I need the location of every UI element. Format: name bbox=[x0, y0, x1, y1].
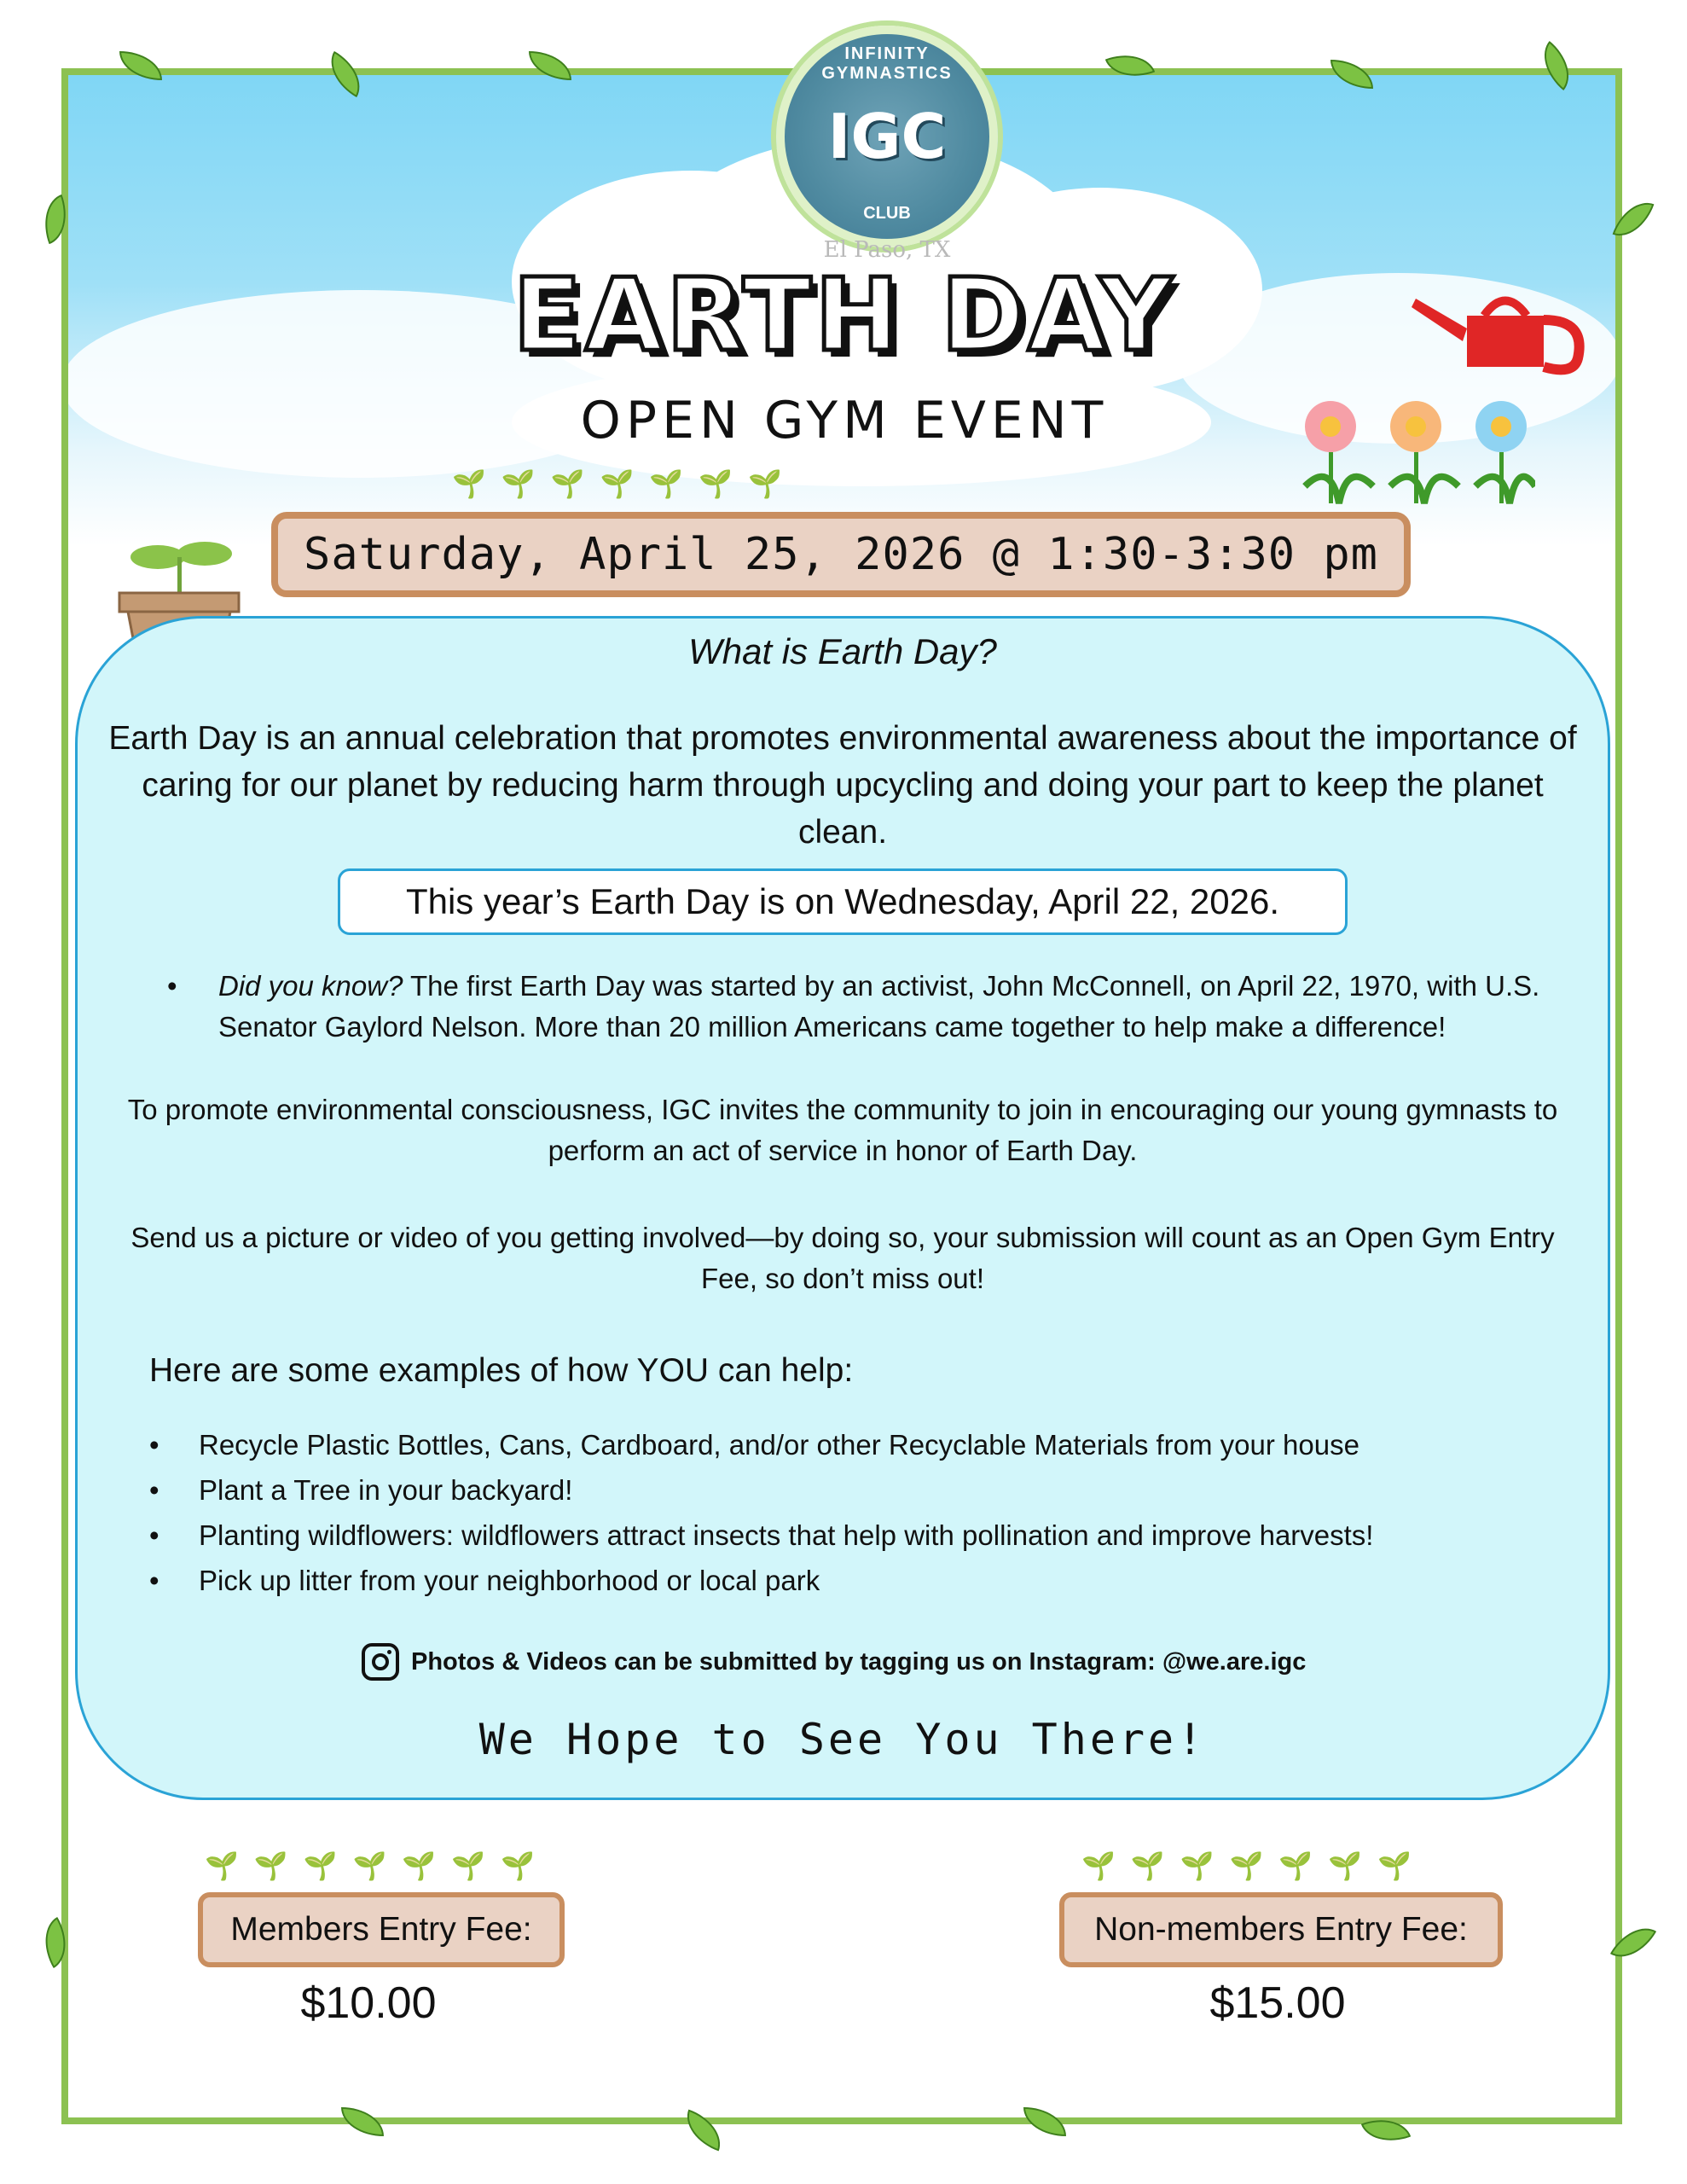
logo-ring-top: INFINITY GYMNASTICS bbox=[821, 44, 953, 83]
members-fee-price: $10.00 bbox=[300, 1978, 437, 2028]
sprout-row-icon: 🌱🌱🌱🌱🌱🌱🌱 bbox=[205, 1850, 550, 1881]
logo-initials: IGC bbox=[827, 101, 947, 172]
non-members-fee-price: $15.00 bbox=[1209, 1978, 1346, 2028]
instagram-line bbox=[362, 1640, 1385, 1684]
examples-list bbox=[149, 1422, 1599, 1603]
non-members-fee-label: Non-members Entry Fee: bbox=[1059, 1892, 1503, 1967]
examples-title: Here are some examples of how YOU can help: bbox=[149, 1352, 854, 1389]
section-title: What is Earth Day? bbox=[688, 631, 997, 671]
submission-paragraph: Send us a picture or video of you getting involved—by doing so, your submission will count as an Open Gym Entry Fee, so don’t miss out! bbox=[130, 1222, 1555, 1294]
example-item: • Plant a Tree in your backyard! bbox=[149, 1467, 1599, 1513]
igc-logo bbox=[776, 26, 998, 247]
page-subtitle: OPEN GYM EVENT bbox=[580, 391, 1109, 450]
closing-message: We Hope to See You There! bbox=[478, 1715, 1207, 1764]
instagram-icon bbox=[362, 1643, 399, 1681]
instagram-text: Photos & Videos can be submitted by tagging us on Instagram: @we.are.igc bbox=[411, 1647, 1307, 1676]
sprout-row-icon: 🌱🌱🌱🌱🌱🌱🌱 bbox=[1081, 1850, 1427, 1881]
page-title: EARTH DAY bbox=[513, 256, 1176, 374]
did-you-know-item bbox=[167, 966, 1617, 1048]
intro-paragraph: Earth Day is an annual celebration that promotes environmental awareness about the importance of caring for our planet by reducing harm through upcycling and doing your part to keep the planet clean. bbox=[108, 720, 1577, 851]
flowers-icon bbox=[1296, 392, 1535, 520]
example-item: • Planting wildflowers: wildflowers attract insects that help with pollination and improve harvests! bbox=[149, 1513, 1599, 1558]
did-you-know-label: Did you know? bbox=[218, 970, 403, 1002]
earth-day-date-highlight: This year’s Earth Day is on Wednesday, April 22, 2026. bbox=[338, 868, 1348, 935]
sprout-row-icon: 🌱🌱🌱🌱🌱🌱🌱 bbox=[452, 468, 797, 499]
event-date-banner: Saturday, April 25, 2026 @ 1:30-3:30 pm bbox=[271, 512, 1411, 597]
logo-location: El Paso, TX bbox=[823, 237, 951, 263]
example-item: • Pick up litter from your neighborhood or local park bbox=[149, 1558, 1599, 1603]
example-item: • Recycle Plastic Bottles, Cans, Cardboard, and/or other Recyclable Materials from your house bbox=[149, 1422, 1599, 1467]
logo-ring-bottom: CLUB bbox=[863, 204, 911, 223]
promote-paragraph: To promote environmental consciousness, IGC invites the community to join in encouraging our young gymnasts to perform an act of service in honor of Earth Day. bbox=[127, 1094, 1558, 1166]
did-you-know-text: The first Earth Day was started by an activist, John McConnell, on April 22, 1970, with U.S. Senator Gaylord Nelson. More than 20 million Americans came together to help make a difference! bbox=[218, 970, 1540, 1043]
bullet-icon: • bbox=[167, 970, 177, 1002]
watering-can-icon bbox=[1407, 282, 1603, 384]
members-fee-label: Members Entry Fee: bbox=[198, 1892, 565, 1967]
